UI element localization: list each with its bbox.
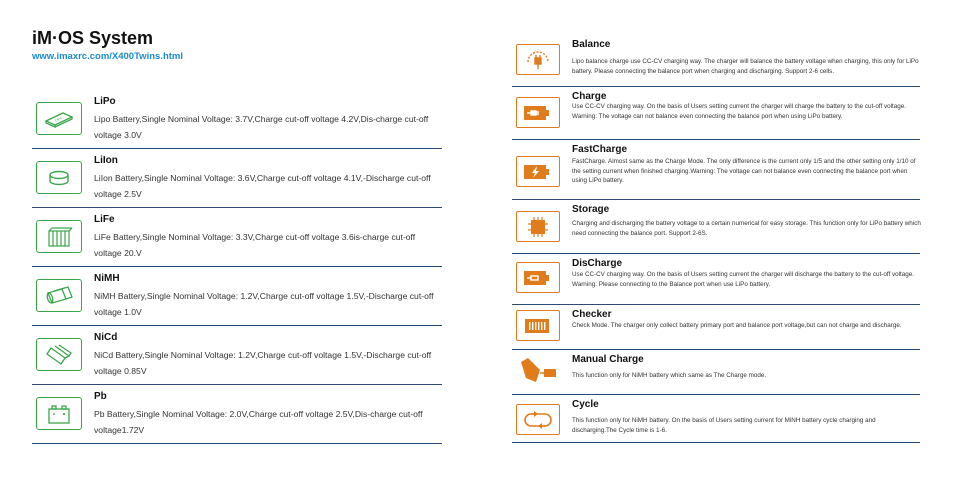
nimh-cells-icon [36,279,82,312]
mode-description: Lipo balance charge use CC-CV charging way. The charger will balance the battery voltage when charging, this only for LiPo battery. Please connecting the balance port when charging and discharging. Support 2-6 cells. [572,58,919,75]
mode-name: DisCharge [572,258,623,269]
battery-type-list [32,90,442,444]
mode-discharge [512,254,920,305]
battery-type-name: LiPo [94,96,116,107]
charge-plug-icon [516,97,560,128]
battery-type-nimh [32,267,442,326]
balance-plug-icon [516,44,560,75]
battery-type-name: LiIon [94,155,118,166]
battery-type-name: LiFe [94,214,115,225]
mode-list [512,35,920,443]
nicd-cells-icon [36,338,82,371]
mode-name: Cycle [572,399,599,410]
mode-name: FastCharge [572,144,628,155]
mode-description: Use CC-CV charging way. On the basis of Users setting current the charger will discharge the battery to the cut-off voltage. Warning: Please connecting to the Balance port when use LiPo battery. [572,271,915,288]
storage-chip-icon [516,211,560,242]
cycle-arrows-icon [516,404,560,435]
liion-cell-icon [36,161,82,194]
battery-type-description: Lipo Battery,Single Nominal Voltage: 3.7V,Charge cut-off voltage 4.2V,Dis-charge cut-off voltage 3.0V [94,114,429,140]
mode-name: Charge [572,91,607,102]
mode-name: Balance [572,39,611,50]
mode-manual-charge [512,350,920,395]
battery-type-name: NiCd [94,332,118,343]
website-url-link[interactable]: www.imaxrc.com/X400Twins.html [32,51,183,62]
lead-acid-icon [36,397,82,430]
battery-type-lipo [32,90,442,149]
mode-description: Charging and discharging the battery voltage to a certain numerical for easy storage. This function only for LiPo battery which need connecting the balance port. Support 2-6S. [572,220,921,237]
battery-type-life [32,208,442,267]
discharge-battery-icon [516,262,560,293]
life-pack-icon [36,220,82,253]
checker-cells-icon [516,310,560,341]
battery-type-liion [32,149,442,208]
manual-charge-icon [516,355,560,386]
battery-type-description: LiFe Battery,Single Nominal Voltage: 3.3V,Charge cut-off voltage 3.6is-charge cut-off voltage 20.V [94,232,416,258]
mode-balance [512,35,920,87]
page-title: iM·OS System [32,28,154,48]
lipo-pouch-icon [36,102,82,135]
battery-type-description: Pb Battery,Single Nominal Voltage: 2.0V,Charge cut-off voltage 2.5V,Dis-charge cut-off voltage1.72V [94,409,423,435]
mode-description: This function only for NiMH battery which same as The Charge mode. [572,372,767,379]
mode-checker [512,305,920,350]
battery-type-name: NiMH [94,273,120,284]
mode-description: This function only for NiMH battery. On the basis of Users setting current for MiNH battery cycle charging and discharging.The Cycle time is 1-6. [572,417,876,434]
mode-description: Check Mode. The charger only collect battery primary port and balance port voltage,but can not charge and discharge. [572,322,902,329]
battery-type-pb [32,385,442,444]
mode-cycle [512,395,920,443]
mode-description: Use CC-CV charging way. On the basis of Users setting current the charger will charge the battery to the cut-off voltage. Warning: The voltage can not balance even connecting the balance port when using LiPo battery. [572,103,907,120]
mode-name: Checker [572,309,612,320]
mode-storage [512,200,920,254]
battery-type-name: Pb [94,391,107,402]
battery-type-description: NiMH Battery,Single Nominal Voltage: 1.2V,Charge cut-off voltage 1.5V,-Discharge cut-off voltage 1.0V [94,291,434,317]
mode-description: FastCharge. Almost same as the Charge Mode. The only difference is the current only 1/5 and the other setting only 1/10 of the setting current when finished charging.Warning: The voltage can not balance even connecting the balance port when using LiPo battery. [572,158,916,184]
mode-name: Storage [572,204,610,215]
fast-charge-icon [516,156,560,187]
svg-text:LiPo: LiPo [54,115,63,123]
battery-type-nicd [32,326,442,385]
mode-name: Manual Charge [572,354,644,365]
battery-type-description: NiCd Battery,Single Nominal Voltage: 1.2V,Charge cut-off voltage 1.5V,-Discharge cut-off voltage 0.85V [94,350,432,376]
battery-type-description: LiIon Battery,Single Nominal Voltage: 3.6V,Charge cut-off voltage 4.1V,-Discharge cut-off voltage 2.5V [94,173,431,199]
mode-fastcharge [512,140,920,200]
mode-charge [512,87,920,140]
